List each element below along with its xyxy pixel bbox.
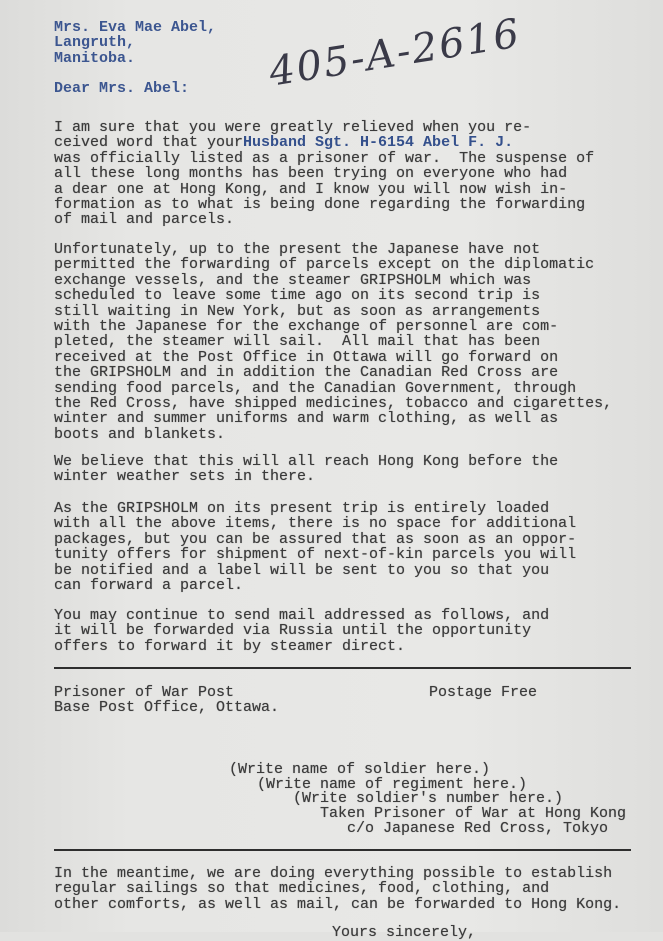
text-line: be notified and a label will be sent to you so that you bbox=[54, 561, 550, 579]
divider bbox=[54, 849, 631, 851]
text-line: Prisoner of War Post bbox=[54, 684, 235, 701]
text-line: We believe that this will all reach Hong Kong before the bbox=[54, 453, 559, 470]
paragraph-2 bbox=[54, 242, 612, 442]
paragraph-3 bbox=[54, 454, 558, 485]
text-line: all these long months has been trying on everyone who had bbox=[54, 165, 568, 183]
text-line: scheduled to leave some time ago on its second trip is bbox=[54, 287, 541, 305]
text-line: can forward a parcel. bbox=[54, 576, 244, 594]
text-line: still waiting in New York, but as soon as arrangements bbox=[54, 302, 541, 320]
closing: Yours sincerely, bbox=[332, 924, 477, 941]
text-line: boots and blankets. bbox=[54, 425, 226, 443]
text-line: the GRIPSHOLM and in addition the Canadian Red Cross are bbox=[54, 364, 559, 382]
text-line: You may continue to send mail addressed as follows, and bbox=[54, 607, 550, 624]
text-line: exchange vessels, and the steamer GRIPSHOLM which was bbox=[54, 271, 532, 289]
address-line: Langruth, bbox=[54, 34, 136, 52]
text-line: permitted the forwarding of parcels except on the diplomatic bbox=[54, 256, 595, 274]
address-line: (Write name of soldier here.) bbox=[229, 761, 491, 778]
handwritten-file-number: 405-A-2616 bbox=[265, 10, 525, 96]
paragraph-5 bbox=[54, 608, 549, 654]
postage-text: Postage Free bbox=[429, 684, 538, 701]
text-line: tunity offers for shipment of next-of-kin parcels you will bbox=[54, 546, 577, 564]
text-line: pleted, the steamer will sail. All mail that has been bbox=[54, 333, 541, 351]
text-line: the Red Cross, have shipped medicines, tobacco and cigarettes, bbox=[54, 394, 613, 412]
recipient-address bbox=[54, 20, 216, 66]
text-line: Unfortunately, up to the present the Japanese have not bbox=[54, 241, 541, 258]
text-line: was officially listed as a prisoner of war. The suspense of bbox=[54, 149, 595, 167]
text-line: a dear one at Hong Kong, and I know you will now wish in- bbox=[54, 180, 568, 198]
text-line: it will be forwarded via Russia until the opportunity bbox=[54, 622, 532, 640]
text-line: I am sure that you were greatly relieved when you re- bbox=[54, 119, 532, 136]
text-line: other comforts, as well as mail, can be forwarded to Hong Kong. bbox=[54, 895, 622, 913]
text-segment: ceived word that your bbox=[54, 134, 244, 152]
address-line: Mrs. Eva Mae Abel, bbox=[54, 19, 217, 36]
salutation-text: Dear Mrs. Abel: bbox=[54, 80, 190, 97]
text-line bbox=[54, 135, 594, 150]
text-line: In the meantime, we are doing everything possible to establish bbox=[54, 865, 613, 882]
address-line: Taken Prisoner of War at Hong Kong bbox=[320, 805, 627, 822]
sender-block bbox=[54, 685, 279, 716]
text-line: with the Japanese for the exchange of personnel are com- bbox=[54, 317, 559, 335]
text-line: sending food parcels, and the Canadian Government, through bbox=[54, 379, 577, 397]
text-line: offers to forward it by steamer direct. bbox=[54, 637, 406, 655]
text-line: with all the above items, there is no space for additional bbox=[54, 515, 577, 533]
text-line: packages, but you can be assured that as soon as an oppor- bbox=[54, 530, 577, 548]
inserted-soldier-name: Husband Sgt. H-6154 Abel F. J. bbox=[243, 134, 514, 152]
address-line: Manitoba. bbox=[54, 49, 136, 67]
text-line: winter weather sets in there. bbox=[54, 468, 316, 486]
text-line: winter and summer uniforms and warm clothing, as well as bbox=[54, 410, 559, 428]
paragraph-4 bbox=[54, 501, 576, 593]
postage-label bbox=[429, 685, 537, 700]
paragraph-1 bbox=[54, 120, 594, 228]
paragraph-6 bbox=[54, 866, 621, 912]
text-line: of mail and parcels. bbox=[54, 211, 235, 229]
salutation bbox=[54, 81, 189, 96]
text-line: received at the Post Office in Ottawa will go forward on bbox=[54, 348, 559, 366]
text-line: formation as to what is being done regarding the forwarding bbox=[54, 195, 586, 213]
text-line: Base Post Office, Ottawa. bbox=[54, 699, 280, 717]
address-line: (Write soldier's number here.) bbox=[293, 790, 564, 807]
text-line: regular sailings so that medicines, food, clothing, and bbox=[54, 880, 550, 898]
address-line: c/o Japanese Red Cross, Tokyo bbox=[347, 820, 609, 837]
address-line: (Write name of regiment here.) bbox=[257, 776, 528, 793]
divider bbox=[54, 667, 631, 669]
text-line: As the GRIPSHOLM on its present trip is entirely loaded bbox=[54, 500, 550, 517]
